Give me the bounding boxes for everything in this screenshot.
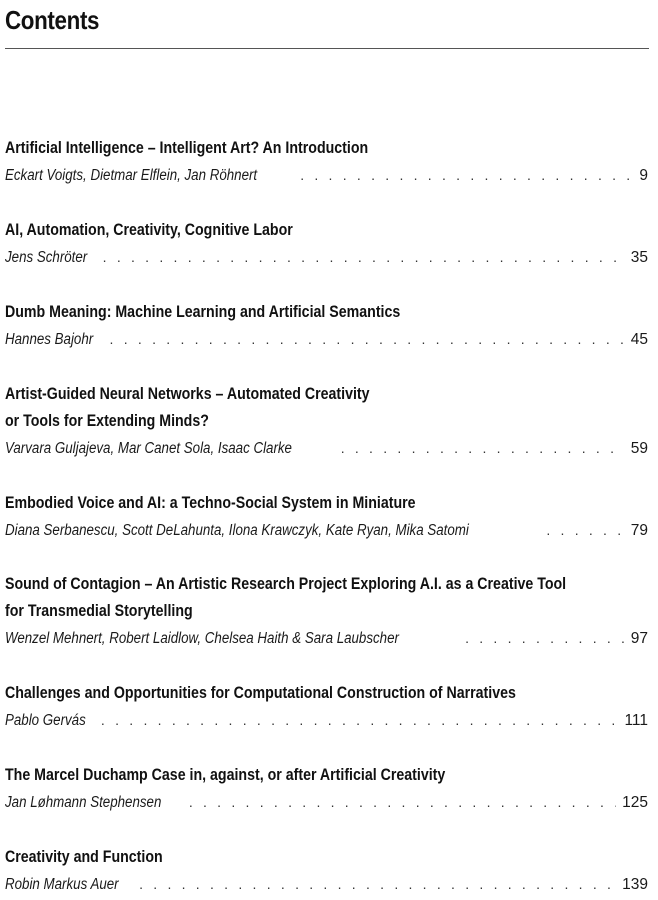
chapter-authors: Jens Schröter — [5, 249, 88, 266]
toc-entry[interactable] — [5, 680, 649, 734]
page-number[interactable]: 97 — [630, 630, 648, 647]
leader-dots — [99, 707, 619, 734]
page-number[interactable]: 139 — [622, 876, 648, 893]
chapter-title[interactable]: Artist-Guided Neural Networks – Automated Creativity — [5, 385, 370, 403]
leader-dots — [187, 789, 616, 816]
chapter-title[interactable]: Embodied Voice and AI: a Techno-Social System in Miniature — [5, 494, 416, 512]
leader-dots — [298, 162, 633, 189]
chapter-author-line — [5, 517, 649, 544]
chapter-author-line — [5, 326, 649, 353]
title-divider — [5, 48, 649, 49]
chapter-authors: Wenzel Mehnert, Robert Laidlow, Chelsea Haith & Sara Laubscher — [5, 630, 399, 647]
leader-dots — [339, 435, 625, 462]
chapter-title[interactable]: Artificial Intelligence – Intelligent Art? An Introduction — [5, 139, 369, 157]
chapter-author-line — [5, 162, 649, 189]
chapter-author-line — [5, 707, 649, 734]
toc-entry[interactable] — [5, 299, 649, 353]
chapter-title[interactable]: AI, Automation, Creativity, Cognitive Labor — [5, 221, 293, 239]
chapter-author-line — [5, 244, 649, 271]
leader-dots — [137, 871, 616, 898]
page-number[interactable]: 9 — [639, 167, 648, 184]
chapter-title[interactable]: Sound of Contagion – An Artistic Research Project Exploring A.I. as a Creative Tool — [5, 575, 567, 593]
leader-dots — [108, 326, 625, 353]
chapter-authors: Hannes Bajohr — [5, 331, 94, 348]
page-number[interactable]: 125 — [622, 794, 648, 811]
leader-dots — [463, 625, 625, 652]
toc-entry[interactable] — [5, 762, 649, 816]
chapter-author-line — [5, 871, 649, 898]
chapter-authors: Diana Serbanescu, Scott DeLahunta, Ilona Krawczyk, Kate Ryan, Mika Satomi — [5, 522, 469, 539]
chapter-author-line — [5, 625, 649, 652]
chapter-title-continuation[interactable]: for Transmedial Storytelling — [5, 602, 193, 620]
chapter-title[interactable]: The Marcel Duchamp Case in, against, or after Artificial Creativity — [5, 766, 446, 784]
page-title: Contents — [5, 5, 100, 35]
chapter-title-continuation[interactable]: or Tools for Extending Minds? — [5, 412, 209, 430]
chapter-author-line — [5, 435, 649, 462]
chapter-authors: Eckart Voigts, Dietmar Elflein, Jan Röhnert — [5, 167, 258, 184]
toc-entry[interactable] — [5, 381, 649, 462]
leader-dots — [101, 244, 625, 271]
toc-entry[interactable] — [5, 571, 649, 652]
chapter-title[interactable]: Creativity and Function — [5, 848, 163, 866]
leader-dots — [544, 517, 624, 544]
chapter-author-line — [5, 789, 649, 816]
toc-entry[interactable] — [5, 844, 649, 898]
chapter-authors: Robin Markus Auer — [5, 876, 119, 893]
page-number[interactable]: 45 — [630, 331, 648, 348]
chapter-title[interactable]: Dumb Meaning: Machine Learning and Artificial Semantics — [5, 303, 401, 321]
toc-entry[interactable] — [5, 135, 649, 189]
page-number[interactable]: 59 — [630, 440, 648, 457]
page-number[interactable]: 35 — [630, 249, 648, 266]
page-number[interactable]: 79 — [630, 522, 648, 539]
chapter-authors: Varvara Guljajeva, Mar Canet Sola, Isaac Clarke — [5, 440, 292, 457]
toc-entry[interactable] — [5, 490, 649, 544]
chapter-authors: Pablo Gervás — [5, 712, 86, 729]
page-number[interactable]: 111 — [624, 712, 648, 729]
toc-entry[interactable] — [5, 217, 649, 271]
chapter-authors: Jan Løhmann Stephensen — [5, 794, 162, 811]
chapter-title[interactable]: Challenges and Opportunities for Computational Construction of Narratives — [5, 684, 516, 702]
